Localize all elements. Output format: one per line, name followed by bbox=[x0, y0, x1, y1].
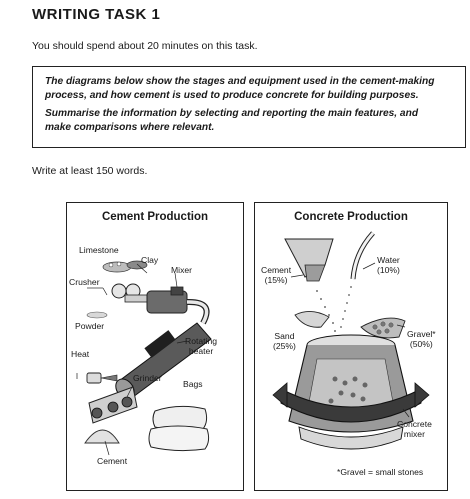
bags-label: Bags bbox=[183, 379, 203, 389]
limestone-label: Limestone bbox=[79, 245, 119, 255]
concrete-production-diagram bbox=[254, 202, 448, 491]
rotating-heater-label: Rotating heater bbox=[185, 336, 218, 356]
gravel-input-label: Gravel* (50%) bbox=[407, 329, 436, 349]
heat-label: Heat bbox=[71, 349, 90, 359]
task-prompt-box bbox=[32, 66, 466, 148]
cement-diagram-title: Cement Production bbox=[101, 211, 209, 223]
powder-label: Powder bbox=[75, 321, 105, 331]
prompt-line-4: make comparisons where relevant. bbox=[45, 122, 215, 133]
concrete-mixer-label: Concrete mixer bbox=[397, 419, 432, 439]
word-count-note: Write at least 150 words. bbox=[32, 165, 148, 177]
prompt-line-2: process, and how cement is used to produce concrete for building purposes. bbox=[45, 90, 419, 101]
prompt-line-1: The diagrams below show the stages and equipment used in the cement-making bbox=[45, 76, 435, 87]
cement-input-label: Cement (15%) bbox=[261, 265, 292, 285]
cement-production-diagram bbox=[66, 202, 244, 491]
crusher-label: Crusher bbox=[69, 277, 100, 287]
sand-input-label: Sand (25%) bbox=[273, 331, 296, 351]
grinder-label: Grinder bbox=[133, 373, 162, 383]
prompt-line-3: Summarise the information by selecting and reporting the main features, and bbox=[45, 108, 419, 119]
concrete-diagram-title: Concrete Production bbox=[294, 211, 408, 223]
task-title: WRITING TASK 1 bbox=[32, 6, 161, 23]
clay-label: Clay bbox=[141, 255, 159, 265]
time-instruction: You should spend about 20 minutes on this task. bbox=[32, 40, 258, 52]
gravel-footnote: *Gravel = small stones bbox=[337, 467, 424, 477]
cement-label: Cement bbox=[97, 456, 128, 466]
water-input-label: Water (10%) bbox=[377, 255, 400, 275]
mixer-label: Mixer bbox=[171, 265, 193, 275]
